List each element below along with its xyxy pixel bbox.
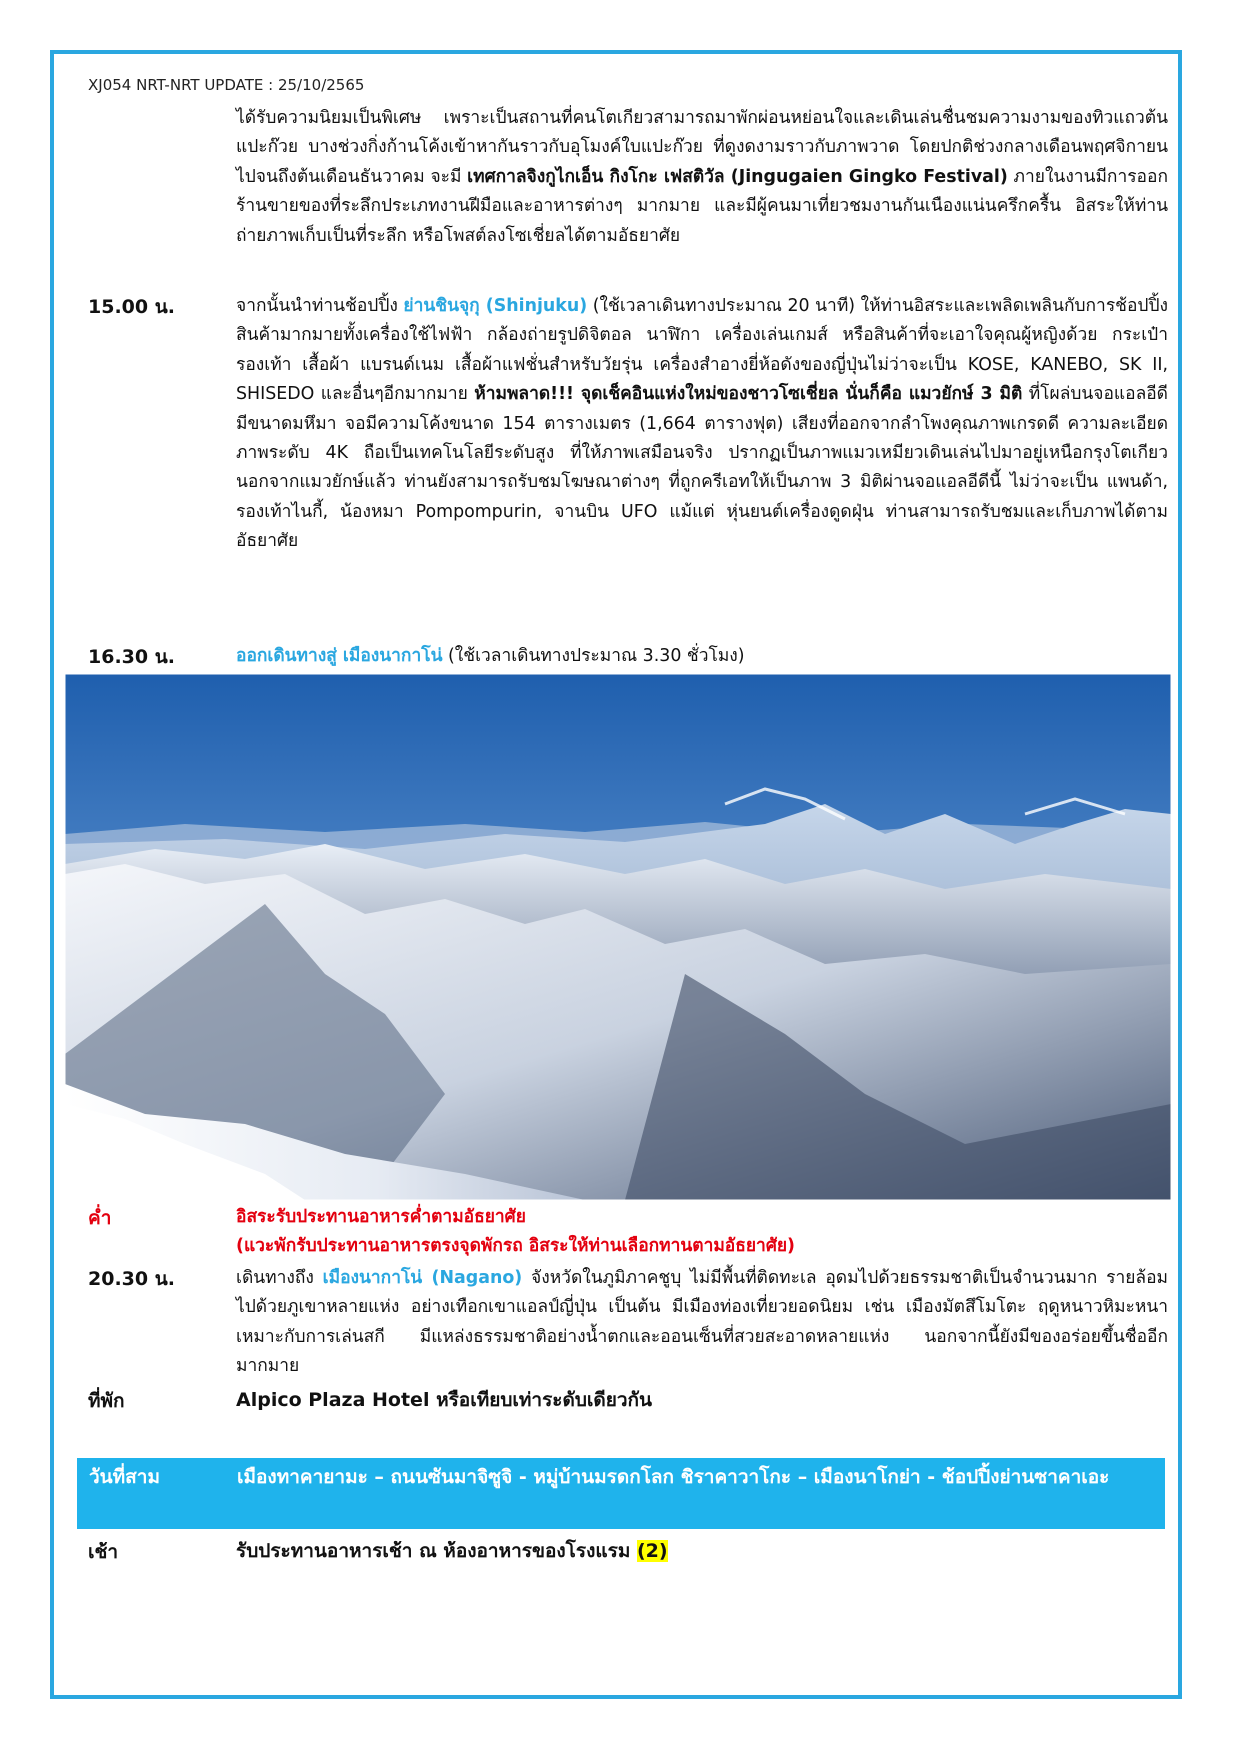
breakfast-text: รับประทานอาหารเช้า ณ ห้องอาหารของโรงแรม: [236, 1540, 637, 1562]
itinerary-1630: [88, 642, 1168, 672]
text-1630-b: (ใช้เวลาเดินทางประมาณ 3.30 ชั่วโมง): [442, 646, 745, 666]
dinner-line1: อิสระรับประทานอาหารค่ำตามอัธยาศัย: [236, 1207, 526, 1227]
text-1500-a: จากนั้นนำท่านช้อปปิ้ง: [236, 296, 404, 316]
meal-count-badge: (2): [636, 1540, 668, 1562]
text-2030: [236, 1264, 1168, 1382]
dinner-line2: (แวะพักรับประทานอาหารตรงจุดพักรถ อิสระให้ท่านเลือกทานตามอัธยาศัย): [236, 1236, 795, 1257]
festival-name: เทศกาลจิงกูไกเอ็น กิงโกะ เฟสติวัล (Jingugaien Gingko Festival): [467, 166, 1008, 187]
hotel-name: Alpico Plaza Hotel หรือเทียบเท่าระดับเดียวกัน: [236, 1389, 653, 1411]
itinerary-dinner: [88, 1203, 1168, 1262]
text-1500-highlight: ห้ามพลาด!!! จุดเช็คอินแห่งใหม่ของชาวโซเชี่ยล นั่นก็คือ แมวยักษ์ 3 มิติ: [474, 384, 1023, 405]
text-1500-c: ที่โผล่บนจอแอลอีดีมีขนาดมหึมา จอมีความโค้งขนาด 154 ตารางเมตร (1,664 ตารางฟุต) เสียงที่ออกจากลำโพงคุณภาพเกรดดี ความละเอียดภาพระดับ 4K ถือเป็นเทคโนโลยีระดับสูง ที่ให้ภาพเสมือนจริง ปรากฏเป็นภาพแมวเหมียวเดินเล่นไปมาอยู่เหนือกรุงโตเกียว นอกจากแมวยักษ์แล้ว ท่านยังสามารถรับชมโฆษณาต่างๆ ที่ถูกครีเอทให้เป็นภาพ 3 มิติผ่านจอแอลอีดีนี้ ไม่ว่าจะเป็น แพนด้า, รองเท้าไนกี้, น้องหมา Pompompurin, จานบิน UFO แม้แต่ หุ่นยนต์เครื่องดูดฝุ่น ท่านสามารถรับชมและเก็บภาพได้ตามอัธยาศัย: [236, 384, 1168, 552]
intro-part1: ได้รับความนิยมเป็นพิเศษ เพราะเป็นสถานที่คนโตเกียวสามารถมาพักผ่อนหย่อนใจและเดินเล่นชื่นชมความงามของทิวแถวต้นแปะก๊วย บางช่วงกิ่งก้านโค้งเข้าหากันราวกับอุโมงค์ใบแปะก๊วย ที่ดูงดงามราวกับภาพวาด โดยปกติช่วงกลางเดือนพฤศจิกายนไปจนถึงต้นเดือนธันวาคม จะมี: [236, 108, 1168, 187]
place-shinjuku: ย่านชินจุกุ (Shinjuku): [403, 296, 588, 316]
place-nagano-departure: ออกเดินทางสู่ เมืองนากาโน่: [236, 646, 443, 666]
intro-row: [88, 104, 1168, 251]
time-breakfast: เช้า: [88, 1541, 119, 1563]
intro-text: [236, 104, 1168, 251]
text-2030-b: จังหวัดในภูมิภาคชูบุ ไม่มีพื้นที่ติดทะเล อุดมไปด้วยธรรมชาติเป็นจำนวนมาก รายล้อมไปด้วยภูเขาหลายแห่ง อย่างเทือกเขาแอลป์ญี่ปุ่น เป็นต้น มีเมืองท่องเที่ยวยอดนิยม เช่น เมืองมัตสึโมโตะ ฤดูหนาวหิมะหนาเหมาะกับการเล่นสกี มีแหล่งธรรมชาติอย่างน้ำตกและออนเซ็นที่สวยสะอาดหลายแห่ง นอกจากนี้ยังมีของอร่อยขึ้นชื่ออีกมากมาย: [236, 1268, 1168, 1377]
day3-banner: [77, 1458, 1165, 1529]
itinerary-2030: [88, 1264, 1168, 1382]
text-dinner: [236, 1203, 1168, 1262]
text-1630: [236, 642, 1168, 672]
time-1630: 16.30 น.: [88, 646, 175, 668]
intro-part2: ภายในงานมีการออกร้านขายของที่ระลึกประเภทงานฝีมือและอาหารต่างๆ มากมาย และมีผู้คนมาเที่ยวชมงานกันเนืองแน่นครึกครื้น อิสระให้ท่านถ่ายภาพเก็บเป็นที่ระลึก หรือโพสต์ลงโซเชี่ยลได้ตามอัธยาศัย: [236, 166, 1168, 246]
time-1500: 15.00 น.: [88, 296, 175, 318]
time-dinner: ค่ำ: [88, 1207, 112, 1229]
snow-mountains-photo: [65, 674, 1171, 1200]
day3-label: วันที่สาม: [89, 1466, 160, 1488]
document-header: XJ054 NRT-NRT UPDATE : 25/10/2565: [88, 76, 365, 94]
time-hotel: ที่พัก: [88, 1390, 125, 1412]
text-breakfast: [236, 1537, 1168, 1567]
itinerary-hotel: [88, 1386, 1168, 1416]
text-2030-a: เดินทางถึง: [236, 1268, 323, 1288]
time-2030: 20.30 น.: [88, 1268, 175, 1290]
place-nagano: เมืองนากาโน่ (Nagano): [322, 1268, 523, 1288]
intro-time: [88, 104, 236, 251]
itinerary-breakfast: [88, 1537, 1168, 1567]
text-1500: [236, 292, 1168, 557]
text-1500-b: (ใช้เวลาเดินทางประมาณ 20 นาที) ให้ท่านอิสระและเพลิดเพลินกับการช้อปปิ้งสินค้ามากมายทั้งเครื่องใช้ไฟฟ้า กล้องถ่ายรูปดิจิตอล นาฬิกา เครื่องเล่นเกมส์ หรือสินค้าที่จะเอาใจคุณผู้หญิงด้วย กระเป๋า รองเท้า เสื้อผ้า แบรนด์เนม เสื้อผ้าแฟชั่นสำหรับวัยรุ่น เครื่องสำอางยี่ห้อดังของญี่ปุ่นไม่ว่าจะเป็น KOSE, KANEBO, SK II, SHISEDO และอื่นๆอีกมากมาย: [236, 296, 1168, 405]
day3-title: เมืองทาคายามะ – ถนนซันมาจิซูจิ - หมู่บ้านมรดกโลก ชิราคาวาโกะ – เมืองนาโกย่า - ช้อปปิ้งย่านซาคาเอะ: [237, 1466, 1110, 1488]
itinerary-1500: [88, 292, 1168, 557]
